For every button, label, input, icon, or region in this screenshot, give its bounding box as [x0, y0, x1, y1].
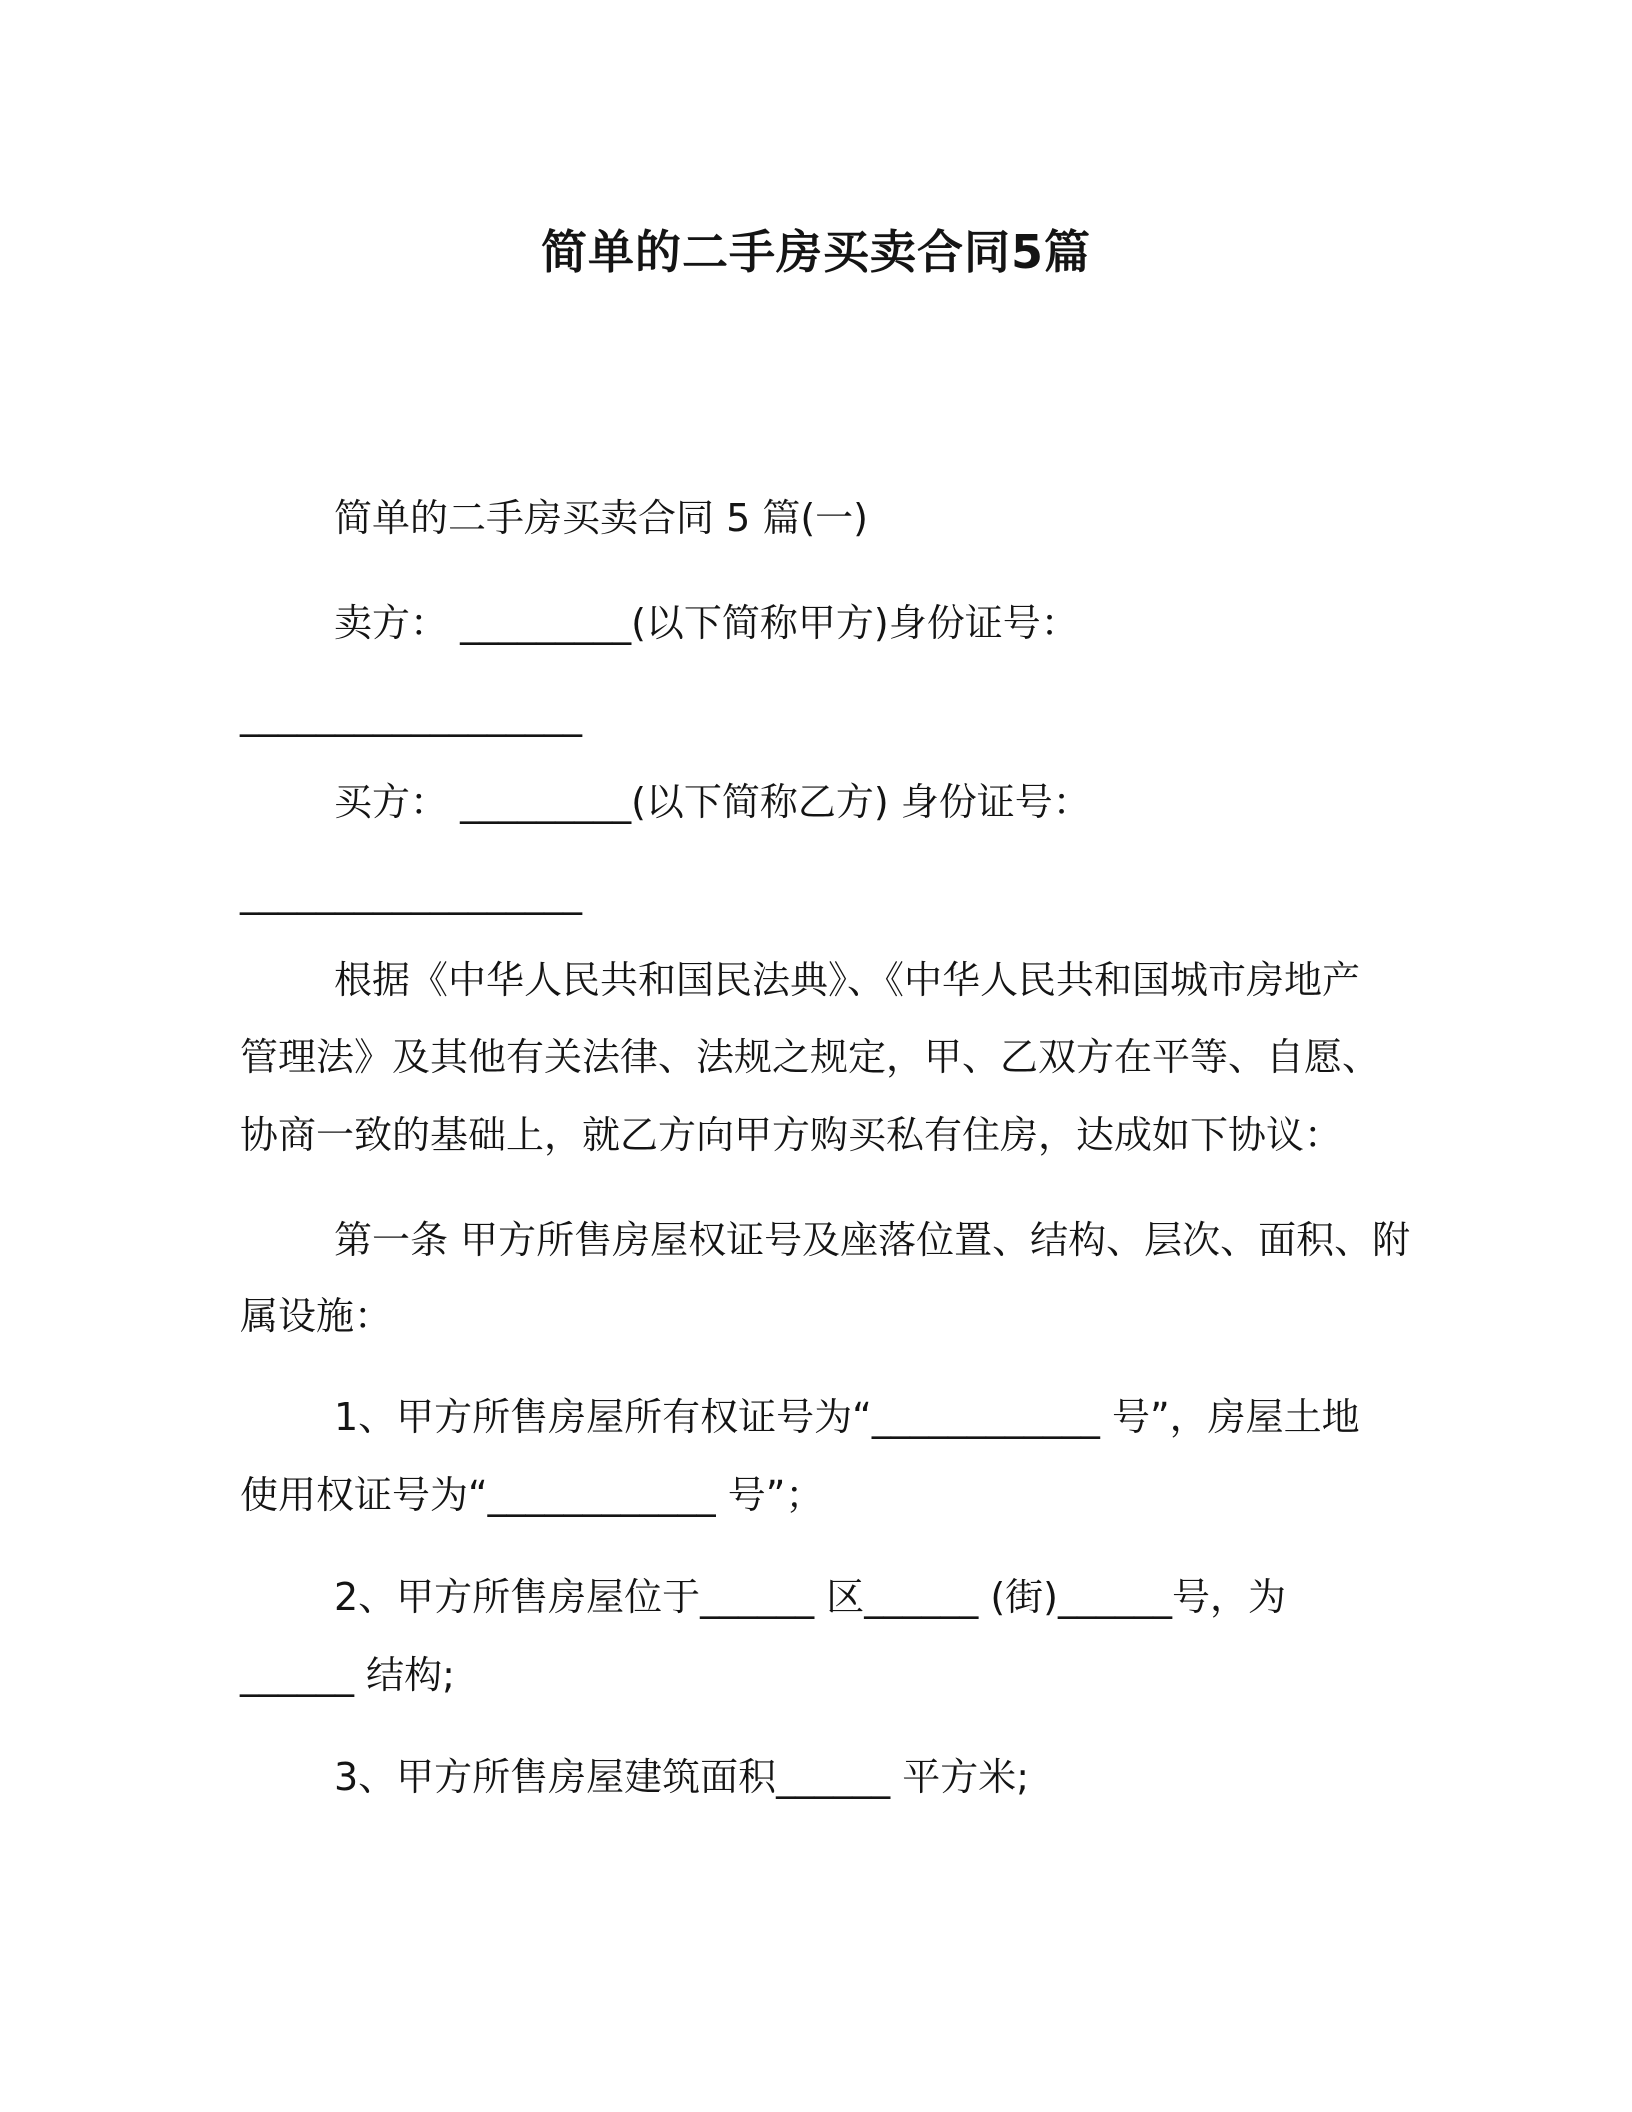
article-heading-cont: 属设施： — [240, 1294, 393, 1338]
clause-3: 3、甲方所售房屋建筑面积______ 平方米; — [334, 1755, 1030, 1799]
seller-line: 卖方： _________(以下简称甲方)身份证号： — [334, 601, 1079, 645]
section-heading: 简单的二手房买卖合同 5 篇(一) — [334, 496, 868, 540]
clause-1-cont: 使用权证号为“____________ 号”； — [240, 1473, 824, 1517]
clause-1: 1、甲方所售房屋所有权证号为“____________ 号”，房屋土地 — [334, 1395, 1360, 1439]
clause-2: 2、甲方所售房屋位于______ 区______ (街)______号，为 — [334, 1575, 1286, 1619]
article-heading: 第一条 甲方所售房屋权证号及座落位置、结构、层次、面积、附 — [334, 1218, 1411, 1262]
document-title: 简单的二手房买卖合同5篇 — [540, 225, 1091, 279]
buyer-id-blank: __________________ — [240, 871, 582, 915]
clause-2-cont: ______ 结构; — [240, 1653, 455, 1697]
paragraph-line: 协商一致的基础上，就乙方向甲方购买私有住房，达成如下协议： — [240, 1113, 1343, 1157]
seller-id-blank: __________________ — [240, 693, 582, 737]
paragraph-line: 根据《中华人民共和国民法典》、《中华人民共和国城市房地产 — [334, 958, 1361, 1002]
paragraph-line: 管理法》及其他有关法律、法规之规定，甲、乙双方在平等、自愿、 — [240, 1035, 1381, 1079]
buyer-line: 买方： _________(以下简称乙方) 身份证号： — [334, 780, 1091, 824]
